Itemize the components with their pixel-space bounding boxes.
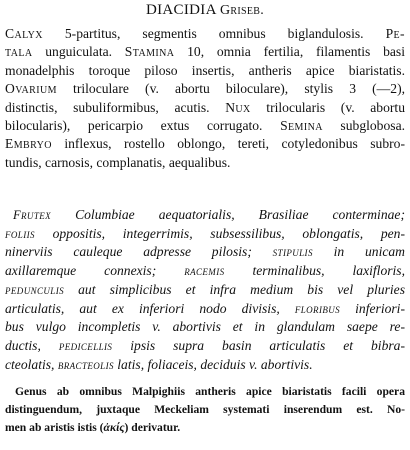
small-caps-term: Frutex [13, 208, 52, 222]
text-line [5, 80, 405, 98]
small-caps-term: pedunculis [5, 282, 65, 297]
small-caps-term: racemis [184, 264, 225, 279]
text-line [5, 206, 405, 225]
text-line [5, 300, 405, 319]
text-run: oppositis, integerrimis, subsessilibus, oblongatis, pen- [34, 225, 405, 241]
text-run: trilocularis (v. abortu [250, 99, 406, 115]
small-caps-term: Pe- [385, 26, 405, 41]
genus-name: DIACIDIA [145, 2, 216, 18]
text-run: bus vulgo incompletis v. abortivis et in glandulam saepe re- [5, 319, 405, 335]
text-run: inferiori- [340, 300, 405, 316]
text-run: in unicam [312, 244, 406, 260]
text-run: subglobosa. [322, 118, 406, 134]
generic-description [5, 25, 405, 172]
text-line [5, 318, 405, 337]
text-run: triloculare (v. abortu biloculare), stylis 3 (—2), [56, 81, 405, 97]
text-run: bilocularis), pericarpio extus corrugato. [5, 118, 281, 134]
text-line [5, 62, 405, 80]
text-line [5, 135, 405, 153]
genus-author: Griseb. [219, 3, 265, 18]
text-run: distinctis, subuliformibus, acutis. [5, 99, 226, 115]
small-caps-term: stipulis [272, 245, 313, 260]
text-line [5, 243, 405, 262]
small-caps-term: Nux [225, 99, 251, 115]
text-run: ipsis supra basin articulatis et bibra- [112, 337, 405, 353]
small-caps-term: foliis [5, 226, 35, 241]
text-run: 10, omnia fertilia, filamentis basi [174, 44, 405, 60]
small-caps-term: floribus [294, 301, 341, 316]
text-run: tundis, carnosis, complanatis, aequalibus. [5, 154, 231, 170]
text-run: latis, foliaceis, deciduis v. abortivis. [113, 356, 313, 372]
text-line [5, 154, 405, 172]
text-run: terminalibus, laxifloris, [224, 263, 405, 279]
text-line [5, 117, 405, 135]
greek-word: ἀκίς [103, 421, 125, 435]
text-run: ) derivatur. [124, 421, 181, 435]
text-run: inflexus, rostello oblongo, tereti, cotyledonibus subro- [51, 136, 405, 152]
genus-heading [0, 2, 410, 19]
text-line [5, 281, 405, 300]
etymology-note [5, 383, 405, 438]
habit-description [5, 206, 405, 374]
text-run: 5-partitus, segmentis omnibus biglandulosis. [42, 26, 386, 41]
small-caps-term: Calyx [5, 26, 43, 41]
small-caps-term: Ovarium [5, 81, 57, 97]
text-run: axillaremque connexis; [5, 263, 185, 279]
text-run: monadelphis toroque piloso insertis, antheris apice biaristatis. [5, 62, 405, 78]
text-line [5, 337, 405, 356]
small-caps-term: tala [5, 44, 33, 60]
text-run: ductis, [5, 337, 59, 353]
small-caps-term: Embryo [5, 136, 52, 152]
text-line [5, 25, 405, 43]
text-run: Columbiae aequatorialis, Brasiliae conterminae; [51, 207, 405, 222]
text-line [5, 225, 405, 244]
text-run: articulatis, aut ex inferiori nodo divisis, [5, 300, 295, 316]
text-run: distinguendum, juxtaque Meckeliam systemati inserendum est. No- [5, 403, 405, 417]
text-line [5, 419, 405, 437]
text-line [5, 262, 405, 281]
text-line [5, 401, 405, 419]
text-line [5, 356, 405, 375]
text-run: ninerviis cauleque adpresse pilosis; [5, 244, 273, 260]
small-caps-term: Semina [280, 118, 323, 134]
text-line [5, 43, 405, 61]
small-caps-term: bracteolis [57, 357, 114, 372]
text-line [5, 99, 405, 117]
text-line [5, 383, 405, 401]
text-run: cteolatis, [5, 356, 58, 372]
small-caps-term: pedicellis [58, 338, 113, 353]
small-caps-term: Stamina [124, 44, 175, 60]
text-run: Genus ab omnibus Malpighiis antheris apice biaristatis facili opera [15, 385, 405, 398]
text-run: men ab aristis istis ( [5, 421, 104, 435]
text-run: unguiculata. [32, 44, 125, 60]
text-run: aut simplicibus et infra medium bis vel pluries [64, 281, 405, 297]
